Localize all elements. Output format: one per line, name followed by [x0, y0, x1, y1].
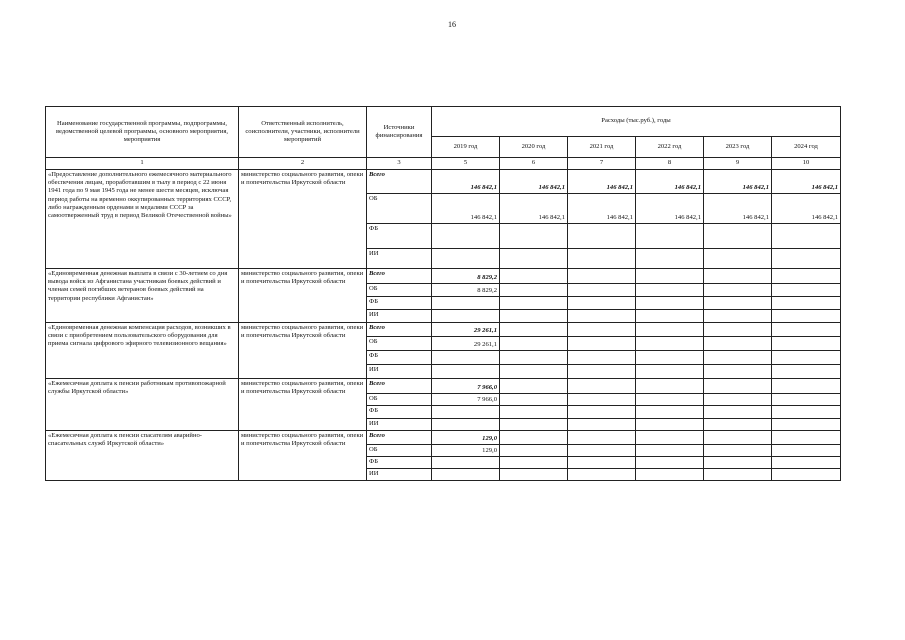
- amount-cell: [704, 445, 772, 457]
- amount-cell: [432, 457, 500, 469]
- column-number: 7: [568, 158, 636, 170]
- measure-executor: министерство социального развития, опеки и попечительства Иркутской области: [239, 379, 367, 431]
- amount-cell: [636, 351, 704, 365]
- amount-cell: [568, 431, 636, 445]
- column-number: 6: [500, 158, 568, 170]
- header-executor: Ответственный исполнитель, соисполнители, участники, исполнители мероприятий: [239, 107, 367, 158]
- amount-cell: [568, 419, 636, 431]
- column-number: 8: [636, 158, 704, 170]
- header-program: Наименование государственной программы, подпрограммы, ведомственной целевой программы, основного мероприятия, мероприятия: [46, 107, 239, 158]
- amount-cell: [772, 431, 841, 445]
- amount-cell: [432, 224, 500, 249]
- amount-cell: 146 842,1: [432, 194, 500, 224]
- amount-cell: [432, 406, 500, 419]
- amount-cell: [636, 379, 704, 394]
- table-row: [46, 323, 841, 337]
- amount-cell: 146 842,1: [432, 170, 500, 194]
- expenses-table: [45, 106, 841, 481]
- funding-source: ФБ: [367, 457, 432, 469]
- funding-source: ФБ: [367, 351, 432, 365]
- funding-source: Всего: [367, 170, 432, 194]
- table-row: [46, 431, 841, 445]
- amount-cell: 7 966,0: [432, 379, 500, 394]
- amount-cell: [636, 337, 704, 351]
- amount-cell: [704, 365, 772, 379]
- amount-cell: 146 842,1: [636, 194, 704, 224]
- amount-cell: [704, 224, 772, 249]
- amount-cell: [772, 365, 841, 379]
- amount-cell: [568, 445, 636, 457]
- measure-name: «Единовременная денежная компенсация расходов, возникших в связи с приобретением пользовательского оборудования для приема сигнала цифрового эфирного телевизионного вещания»: [46, 323, 239, 379]
- amount-cell: [772, 323, 841, 337]
- header-year: 2019 год: [432, 137, 500, 158]
- amount-cell: [636, 469, 704, 481]
- amount-cell: 129,0: [432, 445, 500, 457]
- amount-cell: [432, 310, 500, 323]
- amount-cell: [568, 269, 636, 284]
- funding-source: ФБ: [367, 297, 432, 310]
- amount-cell: [704, 323, 772, 337]
- amount-cell: 7 966,0: [432, 394, 500, 406]
- amount-cell: [772, 284, 841, 297]
- amount-cell: [772, 269, 841, 284]
- table-row: [46, 170, 841, 194]
- amount-cell: [704, 394, 772, 406]
- amount-cell: [772, 337, 841, 351]
- amount-cell: [772, 379, 841, 394]
- funding-source: Всего: [367, 379, 432, 394]
- funding-source: ОБ: [367, 445, 432, 457]
- amount-cell: [636, 394, 704, 406]
- amount-cell: [704, 406, 772, 419]
- column-number: 2: [239, 158, 367, 170]
- header-sources: Источники финансирования: [367, 107, 432, 158]
- amount-cell: [500, 406, 568, 419]
- amount-cell: [568, 310, 636, 323]
- amount-cell: 146 842,1: [568, 194, 636, 224]
- amount-cell: [568, 406, 636, 419]
- amount-cell: [500, 431, 568, 445]
- measure-name: «Единовременная денежная выплата в связи с 30-летием со дня вывода войск из Афганистана участникам боевых действий и членам семей погибших ветеранов боевых действий на территории республики Афганистан»: [46, 269, 239, 323]
- amount-cell: [704, 269, 772, 284]
- funding-source: Всего: [367, 431, 432, 445]
- column-number: 1: [46, 158, 239, 170]
- funding-source: ИИ: [367, 249, 432, 269]
- amount-cell: [432, 365, 500, 379]
- amount-cell: [704, 337, 772, 351]
- funding-source: ОБ: [367, 337, 432, 351]
- funding-source: Всего: [367, 323, 432, 337]
- amount-cell: [500, 469, 568, 481]
- funding-source: ОБ: [367, 394, 432, 406]
- page-number: 16: [448, 20, 456, 29]
- amount-cell: [704, 457, 772, 469]
- amount-cell: 146 842,1: [772, 170, 841, 194]
- measure-name: «Ежемесячная доплата к пенсии работникам противопожарной службы Иркутской области»: [46, 379, 239, 431]
- amount-cell: [568, 337, 636, 351]
- amount-cell: 146 842,1: [704, 170, 772, 194]
- header-year: 2022 год: [636, 137, 704, 158]
- amount-cell: [432, 297, 500, 310]
- funding-source: ИИ: [367, 310, 432, 323]
- funding-source: ОБ: [367, 284, 432, 297]
- amount-cell: [636, 323, 704, 337]
- measure-executor: министерство социального развития, опеки и попечительства Иркутской области: [239, 431, 367, 481]
- amount-cell: [568, 284, 636, 297]
- amount-cell: [636, 297, 704, 310]
- amount-cell: [568, 224, 636, 249]
- amount-cell: [500, 284, 568, 297]
- column-number: 10: [772, 158, 841, 170]
- amount-cell: [432, 419, 500, 431]
- funding-source: Всего: [367, 269, 432, 284]
- amount-cell: [704, 310, 772, 323]
- amount-cell: [704, 249, 772, 269]
- amount-cell: [568, 297, 636, 310]
- header-year: 2021 год: [568, 137, 636, 158]
- amount-cell: [772, 351, 841, 365]
- amount-cell: [500, 323, 568, 337]
- header-year: 2024 год: [772, 137, 841, 158]
- amount-cell: 146 842,1: [500, 170, 568, 194]
- funding-source: ОБ: [367, 194, 432, 224]
- amount-cell: [704, 351, 772, 365]
- amount-cell: [704, 431, 772, 445]
- amount-cell: 146 842,1: [772, 194, 841, 224]
- amount-cell: [568, 394, 636, 406]
- funding-source: ФБ: [367, 406, 432, 419]
- measure-name: «Предоставление дополнительного ежемесячного материального обеспечения лицам, проработавшим в тылу в период с 22 июня 1941 года по 9 мая 1945 года не менее шести месяцев, исключая период работы на временно оккупированных территориях СССР, либо награжденным орденами и медалями СССР за самоотверженный труд в период Великой Отечественной войны»: [46, 170, 239, 269]
- amount-cell: [704, 297, 772, 310]
- amount-cell: [500, 249, 568, 269]
- measure-executor: министерство социального развития, опеки и попечительства Иркутской области: [239, 170, 367, 269]
- amount-cell: [636, 419, 704, 431]
- amount-cell: [500, 445, 568, 457]
- amount-cell: [500, 337, 568, 351]
- amount-cell: [500, 224, 568, 249]
- amount-cell: [772, 419, 841, 431]
- amount-cell: [704, 379, 772, 394]
- amount-cell: [500, 419, 568, 431]
- amount-cell: [500, 365, 568, 379]
- amount-cell: [432, 469, 500, 481]
- amount-cell: [636, 224, 704, 249]
- amount-cell: [772, 224, 841, 249]
- amount-cell: [772, 457, 841, 469]
- amount-cell: [772, 469, 841, 481]
- amount-cell: [636, 406, 704, 419]
- table-row: [46, 269, 841, 284]
- column-number: 5: [432, 158, 500, 170]
- amount-cell: 146 842,1: [500, 194, 568, 224]
- table-row: [46, 379, 841, 394]
- amount-cell: [772, 249, 841, 269]
- amount-cell: [636, 249, 704, 269]
- amount-cell: 129,0: [432, 431, 500, 445]
- header-year: 2023 год: [704, 137, 772, 158]
- amount-cell: [568, 457, 636, 469]
- amount-cell: [500, 269, 568, 284]
- amount-cell: [636, 445, 704, 457]
- amount-cell: 146 842,1: [568, 170, 636, 194]
- amount-cell: [772, 394, 841, 406]
- amount-cell: [636, 284, 704, 297]
- amount-cell: [636, 365, 704, 379]
- amount-cell: 29 261,1: [432, 323, 500, 337]
- amount-cell: [636, 457, 704, 469]
- amount-cell: [568, 249, 636, 269]
- amount-cell: 8 829,2: [432, 269, 500, 284]
- amount-cell: [772, 297, 841, 310]
- funding-source: ИИ: [367, 469, 432, 481]
- header-expenses: Расходы (тыс.руб.), годы: [432, 107, 841, 137]
- amount-cell: [568, 469, 636, 481]
- amount-cell: 8 829,2: [432, 284, 500, 297]
- amount-cell: [704, 469, 772, 481]
- amount-cell: [704, 284, 772, 297]
- amount-cell: [500, 379, 568, 394]
- funding-source: ФБ: [367, 224, 432, 249]
- measure-executor: министерство социального развития, опеки и попечительства Иркутской области: [239, 323, 367, 379]
- amount-cell: [500, 351, 568, 365]
- amount-cell: [568, 323, 636, 337]
- table-body: [46, 170, 841, 481]
- measure-name: «Ежемесячная доплата к пенсии спасателям аварийно-спасательных служб Иркутской области»: [46, 431, 239, 481]
- amount-cell: [568, 351, 636, 365]
- amount-cell: [772, 445, 841, 457]
- amount-cell: 146 842,1: [636, 170, 704, 194]
- amount-cell: [432, 351, 500, 365]
- funding-source: ИИ: [367, 365, 432, 379]
- amount-cell: [500, 394, 568, 406]
- amount-cell: [636, 310, 704, 323]
- column-number: 3: [367, 158, 432, 170]
- amount-cell: [500, 297, 568, 310]
- amount-cell: [704, 419, 772, 431]
- amount-cell: 29 261,1: [432, 337, 500, 351]
- column-number: 9: [704, 158, 772, 170]
- amount-cell: [636, 269, 704, 284]
- amount-cell: [772, 406, 841, 419]
- amount-cell: [568, 379, 636, 394]
- funding-source: ИИ: [367, 419, 432, 431]
- amount-cell: 146 842,1: [704, 194, 772, 224]
- amount-cell: [500, 457, 568, 469]
- amount-cell: [772, 310, 841, 323]
- amount-cell: [568, 365, 636, 379]
- amount-cell: [432, 249, 500, 269]
- amount-cell: [500, 310, 568, 323]
- amount-cell: [636, 431, 704, 445]
- measure-executor: министерство социального развития, опеки и попечительства Иркутской области: [239, 269, 367, 323]
- header-year: 2020 год: [500, 137, 568, 158]
